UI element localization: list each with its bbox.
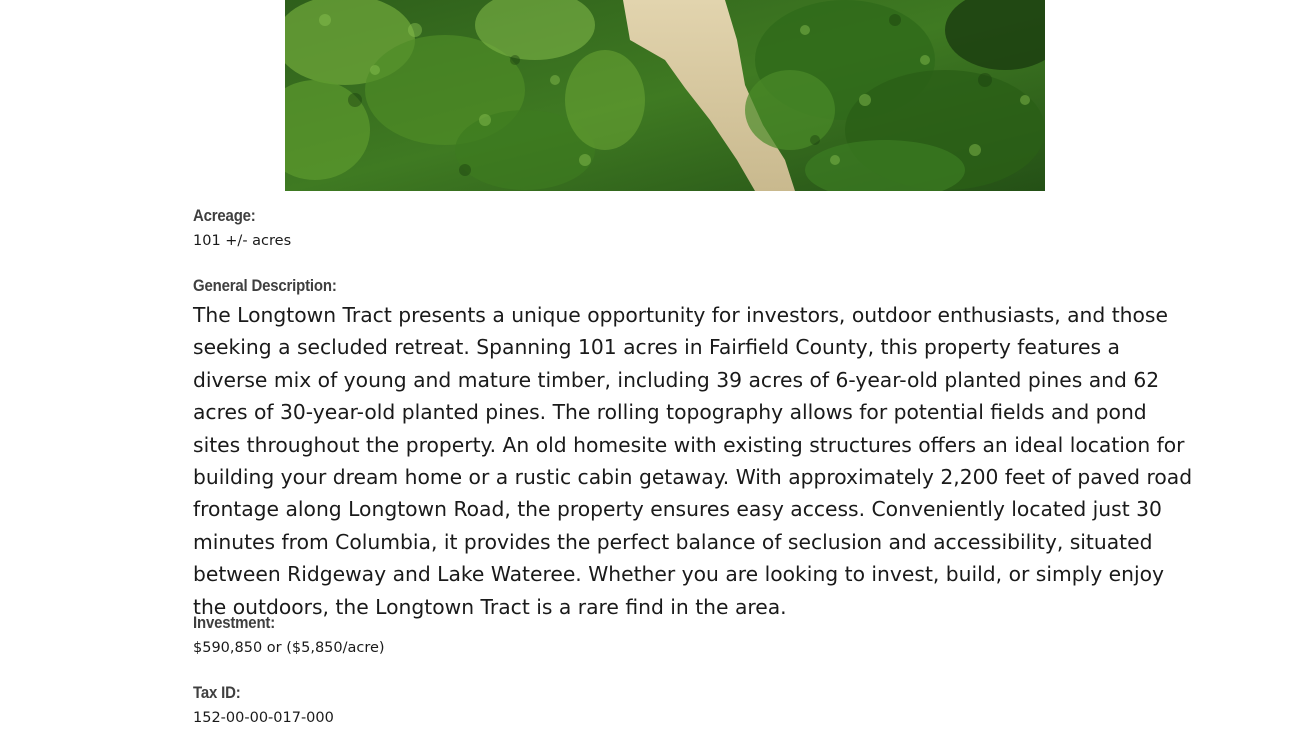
tax-id-value: 152-00-00-017-000 xyxy=(193,710,334,726)
investment-value: $590,850 or ($5,850/acre) xyxy=(193,640,385,656)
acreage-value: 101 +/- acres xyxy=(193,233,292,249)
general-description-heading: General Description: xyxy=(193,276,337,295)
tax-id-heading: Tax ID: xyxy=(193,683,241,702)
aerial-forest-photo xyxy=(285,0,1045,191)
general-description-text: The Longtown Tract presents a unique opportunity for investors, outdoor enthusiasts, and those seeking a secluded retreat. Spanning 101 acres in Fairfield County, this property features a diverse mix of young and mature timber, including 39 acres of 6-year-old planted pines and 62 acres of 30-year-old planted pines. The rolling topography allows for potential fields and pond sites throughout the property. An old homesite with existing structures offers an ideal location for building your dream home or a rustic cabin getaway. With approximately 2,200 feet of paved road frontage along Longtown Road, the property ensures easy access. Conveniently located just 30 minutes from Columbia, it provides the perfect balance of seclusion and accessibility, situated between Ridgeway and Lake Wateree. Whether you are looking to invest, build, or simply enjoy the outdoors, the Longtown Tract is a rare find in the area. xyxy=(193,303,1193,619)
acreage-heading: Acreage: xyxy=(193,206,256,225)
investment-heading: Investment: xyxy=(193,613,276,632)
